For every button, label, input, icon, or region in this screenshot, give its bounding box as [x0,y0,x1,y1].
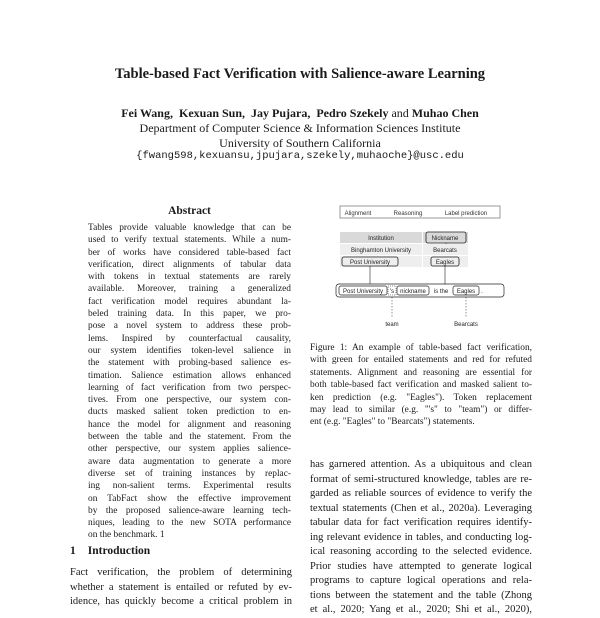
body-line: format of semi-structured knowledge, tables are re- [310,473,532,485]
table-cell-text: Binghamton University [350,248,412,254]
abstract-line: aware data augmentation to generate a more [88,456,291,467]
abstract-line: by the proposed salience-aware learning tech- [88,505,291,516]
abstract-line: verification, direct alignments of tabular data [88,259,291,270]
abstract-line: beled training data. In this paper, we pro- [88,309,291,320]
abstract-line: ducts masked salient token prediction to en- [88,407,291,418]
abstract-line: other perspective, our system applies salience- [88,444,291,455]
statement-token: Eagles [456,289,476,295]
body-line: garded as reliable sources of evidence to verify the [310,488,532,499]
table-header-label: Nickname [431,236,459,242]
statement-token: Post University [342,289,384,295]
abstract-body [88,222,291,542]
abstract-line: our system identifies token-level salience in [88,345,291,356]
author: Pedro Szekely [316,106,389,120]
caption-line: with green for entailed statements and red for refuted [310,355,532,366]
body-line: Fact verification, the problem of determining [70,567,292,578]
author-list [0,106,600,121]
abstract-line: learning of fact verification from two perspec- [88,382,291,393]
abstract-line: hance the model for alignment and reasoning [88,419,291,430]
body-line: whether a statement is entailed or refuted by ev- [70,581,292,593]
caption-line: Figure 1: An example of table-based fact verification, [310,343,532,353]
caption-line: ken prediction (e.g. "Eagles"). Token replacement [310,392,532,403]
figure-tab-label: Alignment [344,211,372,217]
abstract-line: pose a novel system to address these prob- [88,321,291,332]
table-cell-text: Post University [349,260,391,266]
body-line: tabular data for fact verification requires identify- [310,517,532,528]
university: University of Southern California [219,136,381,150]
body-line: Prior studies have attempted to generate logical [310,560,532,572]
statement-token: is the [433,289,449,295]
abstract-line: available. Moreover, training a generalized [88,284,291,295]
table-cell-text: Eagles [435,260,455,266]
abstract-line: used to verify textual statements. While a num- [88,235,291,246]
abstract-line: ber of works have considered table-based fact [88,247,291,258]
caption-line: statements. Alignment and reasoning are essential for [310,367,532,378]
abstract-line: Tables provide valuable knowledge that can be [88,223,291,233]
body-line: idence, has quickly become a critical problem in [70,596,292,607]
replacement-token: team [385,322,399,328]
abstract-line: diverse set of training instances by replac- [88,468,291,479]
author: Muhao Chen [411,106,479,120]
statement-token: nickname [400,289,426,295]
caption-line: may lead to similar (e.g. "'s" to "team") or differ- [310,404,532,415]
section-number: 1 [70,545,76,557]
abstract-line: niques, leading to the new SOTA performance [88,518,291,529]
right-column-body [310,458,532,618]
abstract-line: timation. Salience estimation allows enhanced [88,370,291,381]
abstract-line: on the benchmark. 1 [88,530,165,541]
figure-caption [310,342,532,429]
abstract-line: fact verification model requires abundant la- [88,296,291,307]
abstract-line: lems. Inspired by counterfactual causality, [88,333,291,344]
paper-title: Table-based Fact Verification with Salience-aware Learning [114,66,486,82]
abstract-line: tives. From one perspective, our system con- [88,395,291,406]
author: Jay Pujara, [251,106,311,120]
intro-body [70,566,292,610]
author: Kexuan Sun, [178,106,246,120]
abstract-heading: Abstract [168,205,211,217]
section-heading [70,545,162,557]
body-line: ing relevant evidence in tables, and conducting log- [310,531,532,543]
figure-tab-label: Reasoning [393,211,423,217]
abstract-line: ing non-salient terms. Experimental results [88,481,291,492]
caption-line: both table-based fact verification and masked salient to- [310,380,532,391]
author-conjunction: and [391,106,409,120]
caption-line: ent (e.g. "Eagles" to "Bearcats") statements. [310,417,475,428]
abstract-line: the statement with probing-based salience es- [88,358,291,369]
abstract-line: between the table and the statement. From the [88,432,291,443]
body-line: tions between the statement and the table (Zhong [310,589,532,601]
abstract-line: on TabFact show the effective improvement [88,493,291,504]
body-line: has garnered attention. As a ubiquitous and clean [310,459,532,470]
author-emails: {fwang598,kexuansu,jpujara,szekely,muhaoche}@usc.edu [136,150,464,162]
body-line: textual statements (Chen et al., 2020a). Leveraging [310,502,532,514]
table-cell-text: Bearcats [433,248,457,254]
statement-token: . [481,289,483,295]
author: Fei Wang, [121,106,173,120]
affiliation: Department of Computer Science & Information Sciences Institute [139,121,461,135]
body-line: et al., 2020; Yang et al., 2020; Shi et al., 2020), [310,604,532,615]
table-header-label: Institution [368,236,394,242]
body-line: programs to capture logical operations and rela- [310,575,532,586]
statement-token: 's [389,289,395,295]
body-line: ical reasoning according to the selected evidence. [310,546,532,557]
figure-tab-label: Label prediction [444,211,488,217]
replacement-token: Bearcats [454,322,478,328]
abstract-line: with tokens in textual statements are rarely [88,272,291,283]
section-title: Introduction [87,545,151,557]
figure-1-diagram [330,200,510,330]
